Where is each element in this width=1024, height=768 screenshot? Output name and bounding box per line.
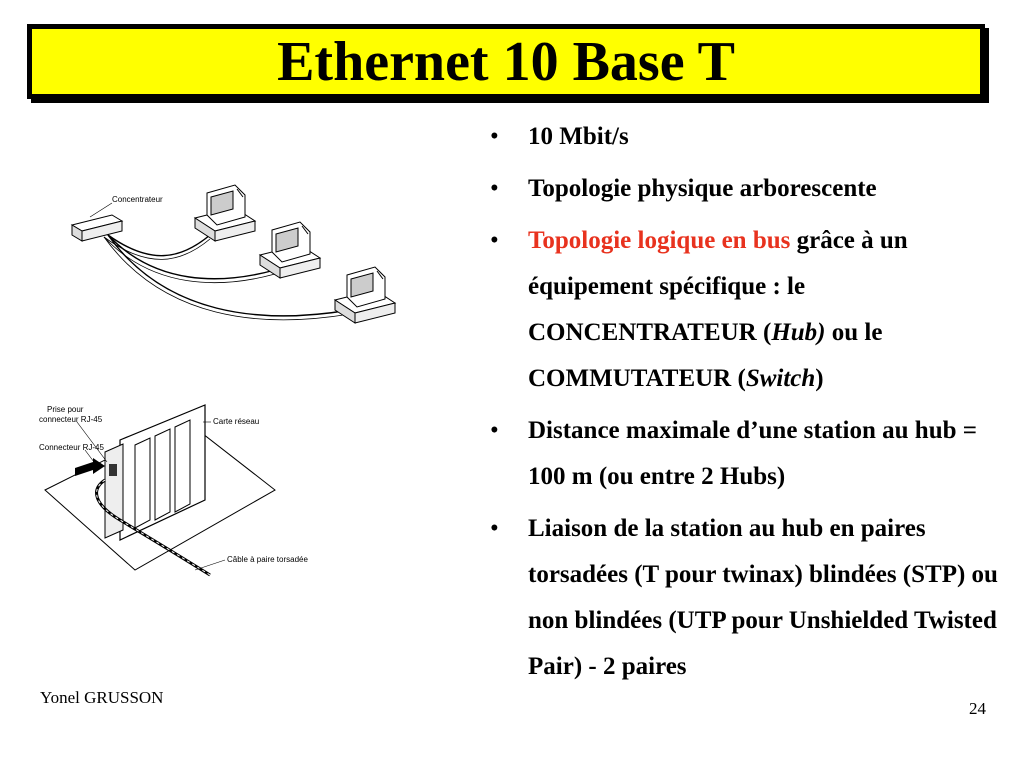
list-item: • Topologie physique arborescente bbox=[490, 175, 877, 202]
network-card-diagram bbox=[35, 400, 308, 610]
jack-label: Prise pour bbox=[47, 405, 84, 414]
computer-icon bbox=[260, 222, 320, 278]
list-item: • 10 Mbit/s bbox=[490, 123, 629, 150]
list-item: • Topologie logique en bus grâce à un équipement spécifique : le CONCENTRATEUR (Hub) ou le COMMUTATEUR (Switch) bbox=[490, 227, 908, 392]
network-topology-diagram bbox=[60, 165, 420, 335]
bullet-text: Topologie physique arborescente bbox=[528, 175, 877, 202]
list-item: • Liaison de la station au hub en paires torsadées (T pour twinax) blindées (STP) ou non blindées (UTP pour Unshielded Twisted Pair) - 2 paires bbox=[490, 515, 998, 680]
computer-icon bbox=[335, 267, 395, 323]
card-label: Carte réseau bbox=[213, 417, 260, 426]
bullet-text: Liaison de la station au hub en paires torsadées (T pour twinax) blindées (STP) ou non blindées (UTP pour Unshielded Twisted Pair) - 2 paires bbox=[528, 515, 998, 680]
cable-line bbox=[108, 235, 350, 316]
bullet-italic: Hub) bbox=[771, 319, 826, 346]
bullet-highlight: Topologie logique en bus bbox=[528, 227, 791, 254]
bullet-text: grâce à un équipement spécifique : le CONCENTRATEUR ( bbox=[528, 227, 908, 346]
list-item: • Distance maximale d’une station au hub = 100 m (ou entre 2 Hubs) bbox=[490, 417, 978, 490]
bullet-text: Distance maximale d’une station au hub = 100 m (ou entre 2 Hubs) bbox=[528, 417, 978, 490]
cable-label: Câble à paire torsadée bbox=[227, 555, 308, 564]
cable-line bbox=[108, 235, 210, 256]
cable-line bbox=[108, 235, 275, 279]
computer-icon bbox=[195, 185, 255, 241]
bullet-text: ou le COMMUTATEUR ( bbox=[528, 319, 883, 392]
connector-label: Connecteur RJ-45 bbox=[39, 443, 104, 452]
hub-icon bbox=[72, 215, 122, 241]
hub-label: Concentrateur bbox=[112, 195, 163, 204]
bullet-text: ) bbox=[815, 365, 824, 392]
page-title: Ethernet 10 Base T bbox=[277, 30, 735, 93]
page-number: 24 bbox=[969, 699, 986, 718]
title-banner bbox=[27, 24, 985, 99]
bullet-list bbox=[488, 114, 1018, 696]
jack-label-2: connecteur RJ-45 bbox=[39, 415, 103, 424]
bullet-text: 10 Mbit/s bbox=[528, 123, 629, 150]
bullet-italic: Switch bbox=[745, 365, 816, 392]
footer-author: Yonel GRUSSON bbox=[40, 688, 164, 707]
